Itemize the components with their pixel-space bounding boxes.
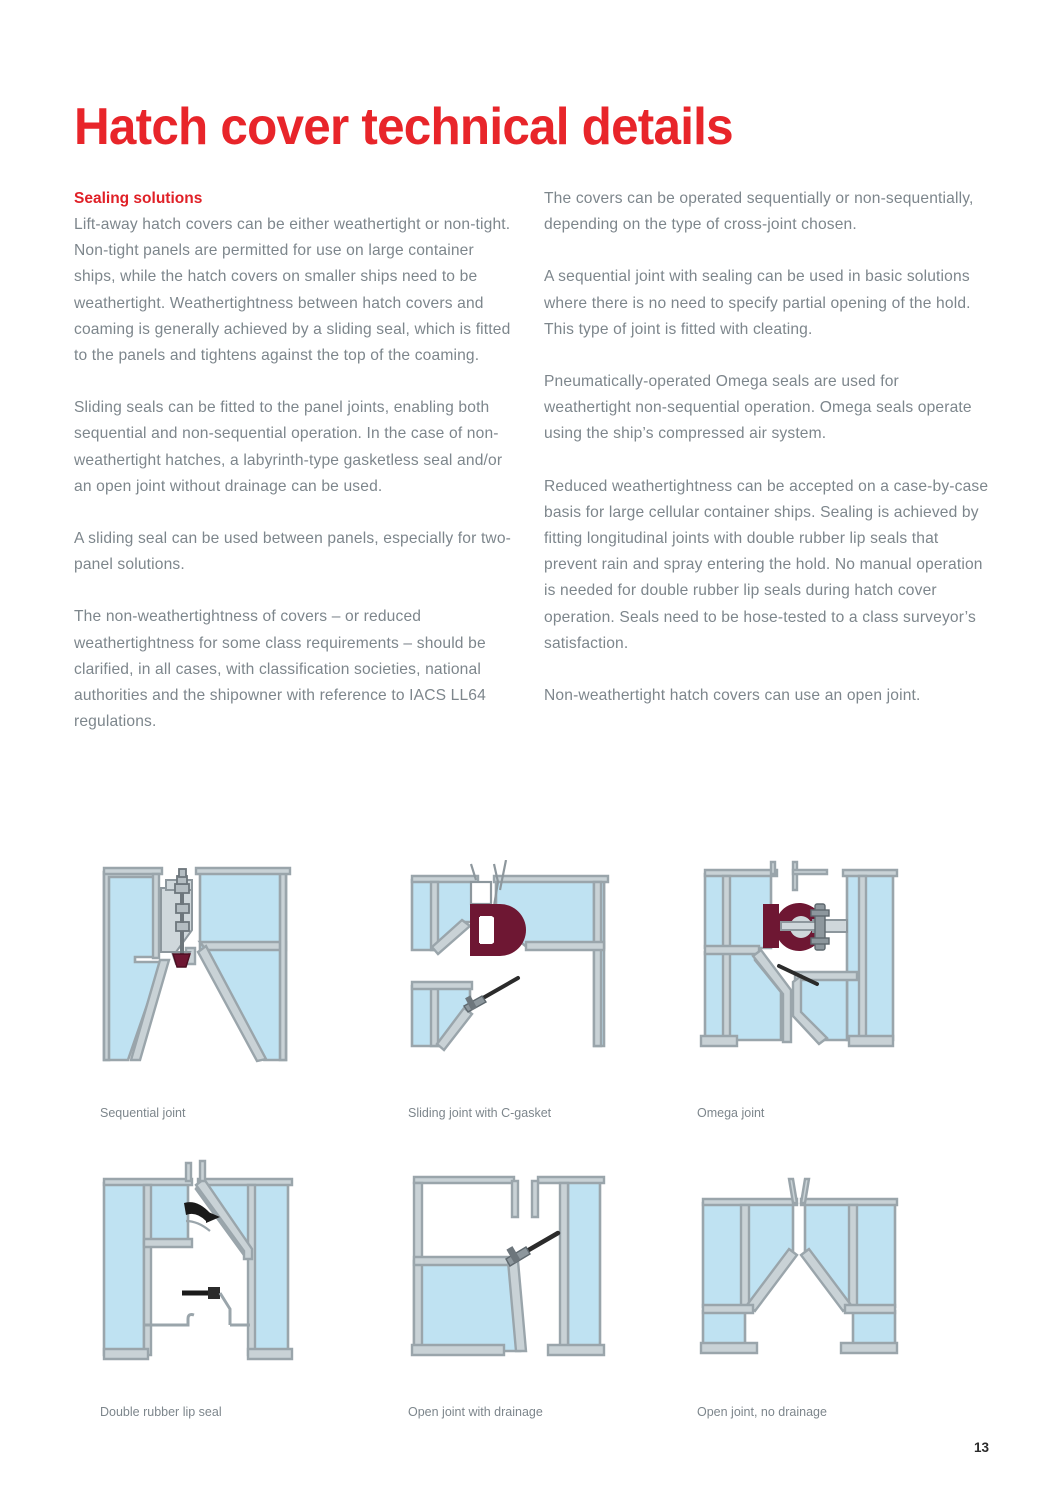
paragraph: The covers can be operated sequentially or non-sequentially, depending on the type of cross-joint chosen.: [544, 190, 974, 234]
figure-caption: Sequential joint: [100, 1106, 186, 1120]
figure-row: [74, 860, 989, 1122]
figure-sequential-joint: [74, 860, 379, 1122]
body-columns: [74, 186, 989, 735]
paragraph: Non-weathertight hatch covers can use an open joint.: [544, 687, 921, 705]
right-column: [544, 186, 989, 735]
figure-caption: Open joint with drainage: [408, 1405, 543, 1419]
figure-caption: Open joint, no drainage: [697, 1405, 827, 1419]
paragraph: Lift-away hatch covers can be either weathertight or non-tight. Non-tight panels are permitted for use on large container ships, while the hatch covers on smaller ships need to be weathertight. Weathertightness between hatch covers and coaming is generally achieved by a sliding seal, which is fitted to the panels and tightens against the top of the coaming.: [74, 216, 511, 365]
paragraph: Reduced weathertightness can be accepted on a case-by-case basis for large cellular container ships. Sealing is achieved by fitting longitudinal joints with double rubber lip seals that prevent rain and spray entering the hold. No manual operation is needed for double rubber lip seals during hatch cover operation. Seals need to be hose-tested to a class surveyor’s satisfaction.: [544, 477, 989, 652]
paragraph: A sliding seal can be used between panels, especially for two-panel solutions.: [74, 530, 512, 574]
figure-caption: Double rubber lip seal: [100, 1405, 222, 1419]
figure-caption: Sliding joint with C-gasket: [408, 1106, 552, 1120]
diagram-sequential-joint: [100, 860, 315, 1092]
paragraph: Pneumatically-operated Omega seals are used for weathertight non-sequential operation. Omega seals operate using the ship’s compressed air system.: [544, 373, 972, 443]
diagram-open-joint-no-drainage: [697, 1159, 912, 1391]
figure-caption: Omega joint: [697, 1106, 765, 1120]
left-column: [74, 186, 519, 735]
figure-omega-joint: [684, 860, 989, 1122]
figure-open-joint-no-drainage: [684, 1159, 989, 1421]
figure-sliding-joint-c-gasket: [379, 860, 684, 1122]
figure-grid: [74, 860, 989, 1421]
figure-open-joint-with-drainage: [379, 1159, 684, 1421]
paragraph: The non-weathertightness of covers – or reduced weathertightness for some class requirements – should be clarified, in all cases, with classification societies, national authorities and the shipowner with reference to IACS LL64 regulations.: [74, 608, 486, 731]
figure-row: [74, 1159, 989, 1421]
diagram-sliding-joint-c-gasket: [408, 860, 623, 1092]
figure-double-rubber-lip-seal: [74, 1159, 379, 1421]
paragraph: Sliding seals can be fitted to the panel joints, enabling both sequential and non-sequential operation. In the case of non-weathertight hatches, a labyrinth-type gasketless seal and/or an open joint without drainage can be used.: [74, 399, 503, 495]
paragraph: A sequential joint with sealing can be used in basic solutions where there is no need to specify partial opening of the hold. This type of joint is fitted with cleating.: [544, 268, 971, 338]
section-heading-sealing-solutions: Sealing solutions: [74, 190, 203, 207]
page-number: 13: [973, 1440, 989, 1455]
page-title: Hatch cover technical details: [74, 97, 733, 156]
diagram-open-joint-with-drainage: [408, 1159, 623, 1391]
diagram-omega-joint: [697, 860, 912, 1092]
diagram-double-rubber-lip-seal: [100, 1159, 315, 1391]
